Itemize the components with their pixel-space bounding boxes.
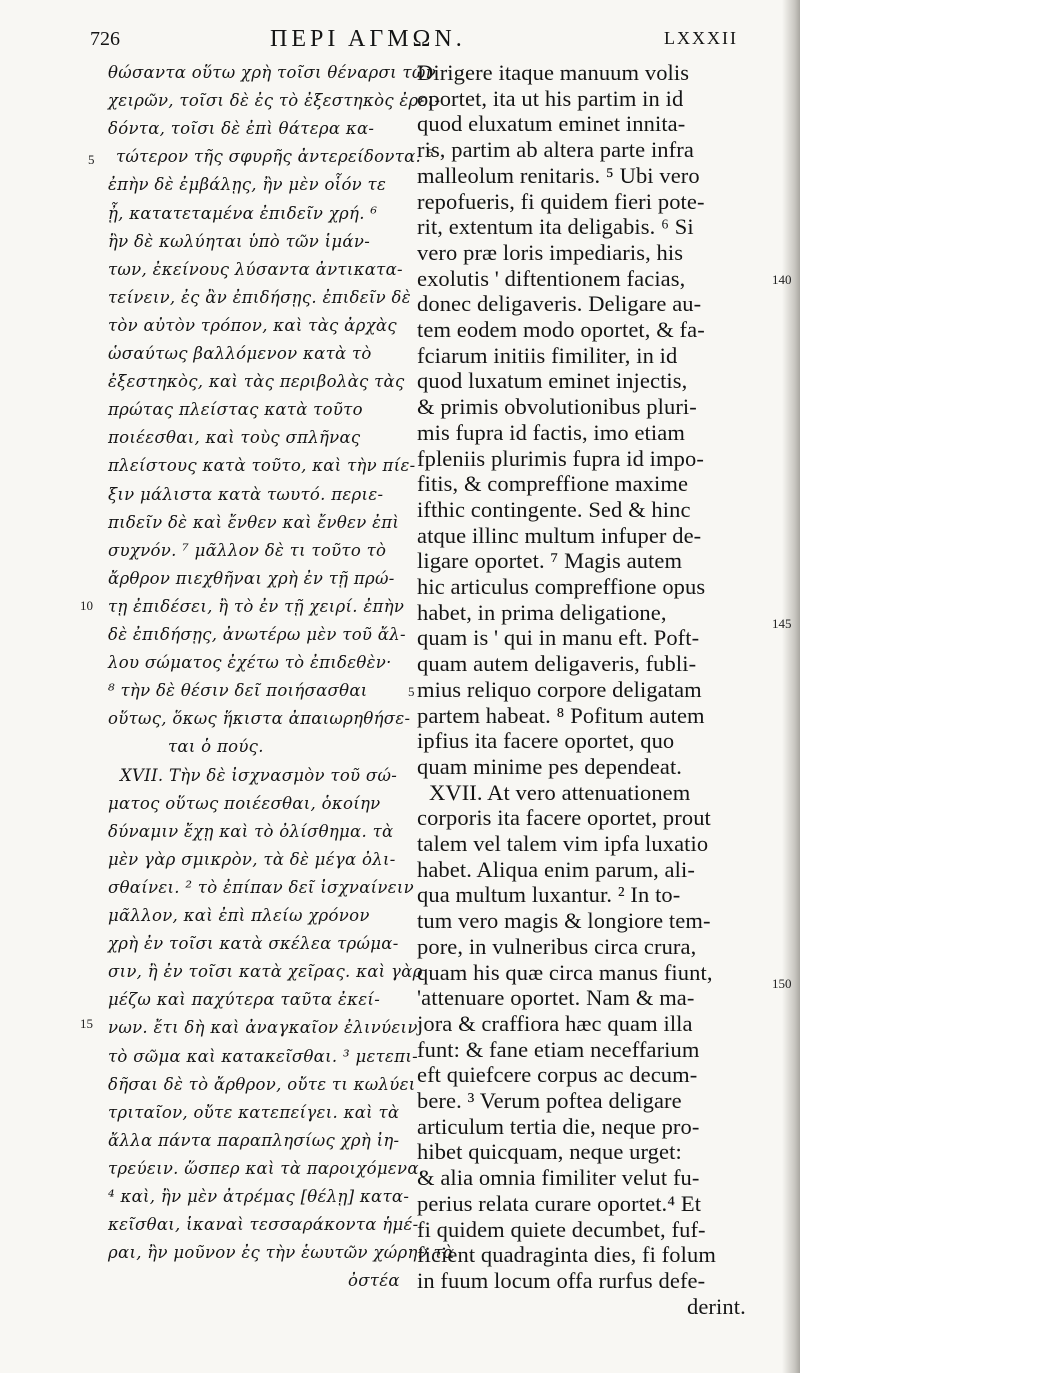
latin-line-4: ris, partim ab altera parte infra [417, 137, 694, 163]
latin-line-40: eft quiefcere corpus ac decum- [417, 1062, 698, 1088]
latin-line-9: exolutis ' diftentionem facias, [417, 265, 686, 291]
latin-line-38: jora & craffiora hæc quam illa [417, 1010, 693, 1036]
latin-line-30: corporis ita facere oportet, prout [417, 805, 711, 831]
margin-line-number-10: 10 [80, 598, 93, 613]
greek-line-7: ἢν δὲ κωλύηται ὑπὸ τῶν ἱμάν- [108, 231, 371, 251]
latin-line-26: partem habeat. ⁸ Pofitum autem [417, 702, 705, 728]
margin-line-number-5-right: 5 [408, 684, 415, 699]
latin-line-14: & primis obvolutionibus pluri- [417, 394, 697, 420]
greek-line-27: ματος οὕτως ποιέεσθαι, ὁκοίην [108, 793, 381, 813]
greek-line-14: ποιέεσθαι, καὶ τοὺς σπλῆνας [108, 428, 361, 448]
latin-line-22: habet, in prima deligatione, [417, 599, 667, 625]
greek-line-19: ἄρθρον πιεχθῆναι χρὴ ἐν τῇ πρώ- [108, 568, 395, 588]
latin-line-17: fitis, & compreffione maxime [417, 471, 689, 497]
latin-line-3: quod eluxatum eminet innita- [417, 111, 686, 137]
margin-line-number-15: 15 [80, 1016, 93, 1031]
greek-line-41: ⁴ καὶ, ἢν μὲν ἀτρέμας [θέλῃ] κατα- [108, 1187, 410, 1206]
greek-line-32: χρὴ ἐν τοῖσι κατὰ σκέλεα τρώμα- [108, 934, 399, 954]
greek-line-16: ξιν μάλιστα κατὰ τωυτό. περιε- [108, 484, 384, 504]
latin-line-5: malleolum renitaris. ⁵ Ubi vero [417, 162, 700, 188]
latin-line-31: talem vel talem vim ipfa luxatio [417, 831, 709, 856]
latin-column [417, 58, 773, 1319]
latin-line-43: hibet quicquam, neque urget: [417, 1139, 682, 1165]
greek-line-38: τριταῖον, οὔτε κατεπείγει. καὶ τὰ [108, 1102, 400, 1122]
latin-line-18: ifthic contingente. Sed & hinc [417, 496, 691, 522]
greek-line-4: τώτερον τῆς σφυρῆς ἀντερείδοντα. ⁵ [116, 147, 434, 167]
latin-line-36: quam his quæ circa manus fiunt, [417, 959, 713, 985]
latin-line-27: ipfius ita facere oportet, quo [417, 728, 675, 754]
page-number: 726 [90, 28, 120, 50]
latin-line-6: repofueris, fi quidem fieri pote- [417, 188, 705, 214]
greek-line-43: ραι, ἢν μοῦνον ἐς τὴν ἑωυτῶν χώρην τὰ [108, 1243, 455, 1263]
greek-line-6: ᾖ, κατατεταμένα ἐπιδεῖν χρή. ⁶ [108, 203, 378, 223]
folio-number: LXXXII [664, 28, 738, 48]
greek-line-29: μὲν γὰρ σμικρὸν, τὰ δὲ μέγα ὀλι- [108, 849, 396, 869]
latin-line-19: atque illinc multum infuper de- [417, 522, 702, 548]
latin-line-32: habet. Aliqua enim parum, ali- [417, 856, 695, 882]
latin-line-28: quam minime pes dependeat. [417, 753, 683, 779]
greek-line-33: σιν, ἢ ἐν τοῖσι κατὰ χεῖρας. καὶ γὰρ [108, 962, 423, 982]
latin-line-20: ligare oportet. ⁷ Magis autem [417, 548, 683, 574]
page-header [0, 20, 800, 56]
greek-line-11: ὡσαύτως βαλλόμενον κατὰ τὸ [108, 344, 372, 363]
latin-line-34: tum vero magis & longiore tem- [417, 908, 711, 934]
greek-line-39: ἄλλα πάντα παραπλησίως χρὴ ἰη- [108, 1130, 400, 1150]
latin-line-48: in fuum locum offa rurfus defe- [417, 1267, 706, 1293]
latin-line-24: quam autem deligaveris, fubli- [417, 651, 697, 677]
greek-line-28: δύναμιν ἔχῃ καὶ τὸ ὀλίσθημα. τὰ [108, 821, 394, 841]
greek-line-42: κεῖσθαι, ἱκαναὶ τεσσαράκοντα ἡμέ- [108, 1215, 419, 1235]
latin-line-37: 'attenuare oportet. Nam & ma- [417, 985, 695, 1011]
greek-line-23: ⁸ τὴν δὲ θέσιν δεῖ ποιήσασθαι [108, 681, 368, 701]
margin-line-number-140: 140 [772, 272, 792, 287]
greek-line-25: ται ὁ πούς. [168, 737, 264, 757]
greek-line-3: δόντα, τοῖσι δὲ ἐπὶ θάτερα κα- [108, 119, 375, 139]
latin-line-47: ficient quadraginta dies, fi folum [417, 1242, 716, 1268]
greek-line-5: ἐπὴν δὲ ἐμβάλῃς, ἢν μὲν οἷόν τε [108, 175, 387, 195]
latin-line-10: donec deligaveris. Deligare au- [417, 291, 702, 317]
latin-line-35: pore, in vulneribus circa crura, [417, 933, 697, 959]
greek-line-31: μᾶλλον, καὶ ἐπὶ πλείω χρόνον [108, 906, 370, 925]
latin-line-7: rit, extentum ita deligabis. ⁶ Si [417, 214, 694, 240]
latin-line-1: Dirigere itaque manuum volis [417, 60, 690, 85]
greek-line-35: νων. ἔτι δὴ καὶ ἀναγκαῖον ἐλινύειν [108, 1018, 418, 1038]
greek-line-36: τὸ σῶμα καὶ κατακεῖσθαι. ³ μετεπι- [108, 1046, 418, 1066]
latin-line-41: bere. ³ Verum poftea deligare [417, 1088, 682, 1113]
latin-line-49: derint. [687, 1293, 746, 1319]
latin-line-25: mius reliquo corpore deligatam [417, 676, 702, 702]
greek-line-8: των, ἐκείνους λύσαντα ἀντικατα- [108, 259, 403, 279]
greek-line-34: μέζω καὶ παχύτερα ταῦτα ἐκεί- [108, 990, 381, 1010]
greek-line-24: οὕτως, ὅκως ἥκιστα ἀπαιωρηθήσε- [108, 709, 411, 729]
margin-line-number-150: 150 [772, 976, 792, 991]
latin-line-45: perius relata curare oportet.⁴ Et [417, 1190, 702, 1216]
greek-line-37: δῆσαι δὲ τὸ ἄρθρον, οὔτε τι κωλύει [108, 1074, 416, 1094]
latin-line-21: hic articulus compreffione opus [417, 574, 706, 599]
greek-line-1: θώσαντα οὕτω χρὴ τοῖσι θέναρσι τῶν [108, 63, 436, 82]
greek-line-20: τῃ ἐπιδέσει, ἢ τὸ ἐν τῇ χειρί. ἐπὴν [108, 596, 405, 616]
latin-line-33: qua multum luxantur. ² In to- [417, 882, 681, 908]
greek-line-15: πλείστους κατὰ τοῦτο, καὶ τὴν πίε- [108, 456, 416, 476]
greek-line-22: λου σώματος ἐχέτω τὸ ἐπιδεθὲν· [108, 653, 392, 673]
latin-line-46: fi quidem quiete decumbet, fuf- [417, 1216, 706, 1242]
margin-line-number-145: 145 [772, 616, 792, 631]
latin-line-8: vero præ loris impediaris, his [417, 239, 684, 265]
latin-line-12: fciarum initiis fimiliter, in id [417, 342, 678, 368]
greek-line-18: συχνόν. ⁷ μᾶλλον δὲ τι τοῦτο τὸ [108, 540, 387, 560]
greek-line-21: δὲ ἐπιδήσῃς, ἀνωτέρω μὲν τοῦ ἄλ- [108, 625, 406, 644]
greek-line-12: ἐξεστηκὸς, καὶ τὰς περιβολὰς τὰς [108, 372, 405, 392]
greek-line-44: ὀστέα [348, 1271, 400, 1291]
latin-line-15: mis fupra id factis, imo etiam [417, 419, 685, 445]
greek-column [108, 58, 455, 1308]
latin-line-16: fpleniis plurimis fupra id impo- [417, 445, 704, 471]
latin-line-44: & alia omnia fimiliter velut fu- [417, 1165, 700, 1191]
greek-line-30: σθαίνει. ² τὸ ἐπίπαν δεῖ ἰσχναίνειν [108, 877, 415, 897]
greek-line-17: πιδεῖν δὲ καὶ ἔνθεν καὶ ἔνθεν ἐπὶ [108, 512, 400, 532]
page-edge-shadow [782, 0, 800, 1373]
greek-line-26: XVII. Τὴν δὲ ἰσχνασμὸν τοῦ σώ- [120, 765, 398, 785]
greek-line-10: τὸν αὐτὸν τρόπον, καὶ τὰς ἀρχὰς [108, 315, 397, 335]
latin-line-11: tem eodem modo oportet, & fa- [417, 317, 705, 342]
greek-line-9: τείνειν, ἐς ἂν ἐπιδήσῃς. ἐπιδεῖν δὲ [108, 287, 411, 307]
greek-line-2: χειρῶν, τοῖσι δὲ ἐς τὸ ἐξεστηκὸς ἐρει- [108, 91, 441, 111]
latin-line-13: quod luxatum eminet injectis, [417, 368, 688, 394]
greek-line-40: τρεύειν. ὥσπερ καὶ τὰ παροιχόμενα. [108, 1158, 425, 1178]
latin-line-2: oportet, ita ut his partim in id [417, 85, 684, 111]
greek-line-13: πρώτας πλείστας κατὰ τοῦτο [108, 400, 363, 420]
latin-line-29: XVII. At vero attenuationem [429, 779, 691, 805]
latin-line-23: quam is ' qui in manu eft. Poft- [417, 625, 700, 651]
latin-line-42: articulum tertia die, neque pro- [417, 1113, 700, 1139]
running-title: ΠΕΡΙ ΑΓΜΩΝ. [270, 26, 466, 52]
latin-line-39: funt: & fane etiam neceffarium [417, 1036, 700, 1062]
margin-line-number-5: 5 [88, 152, 95, 167]
